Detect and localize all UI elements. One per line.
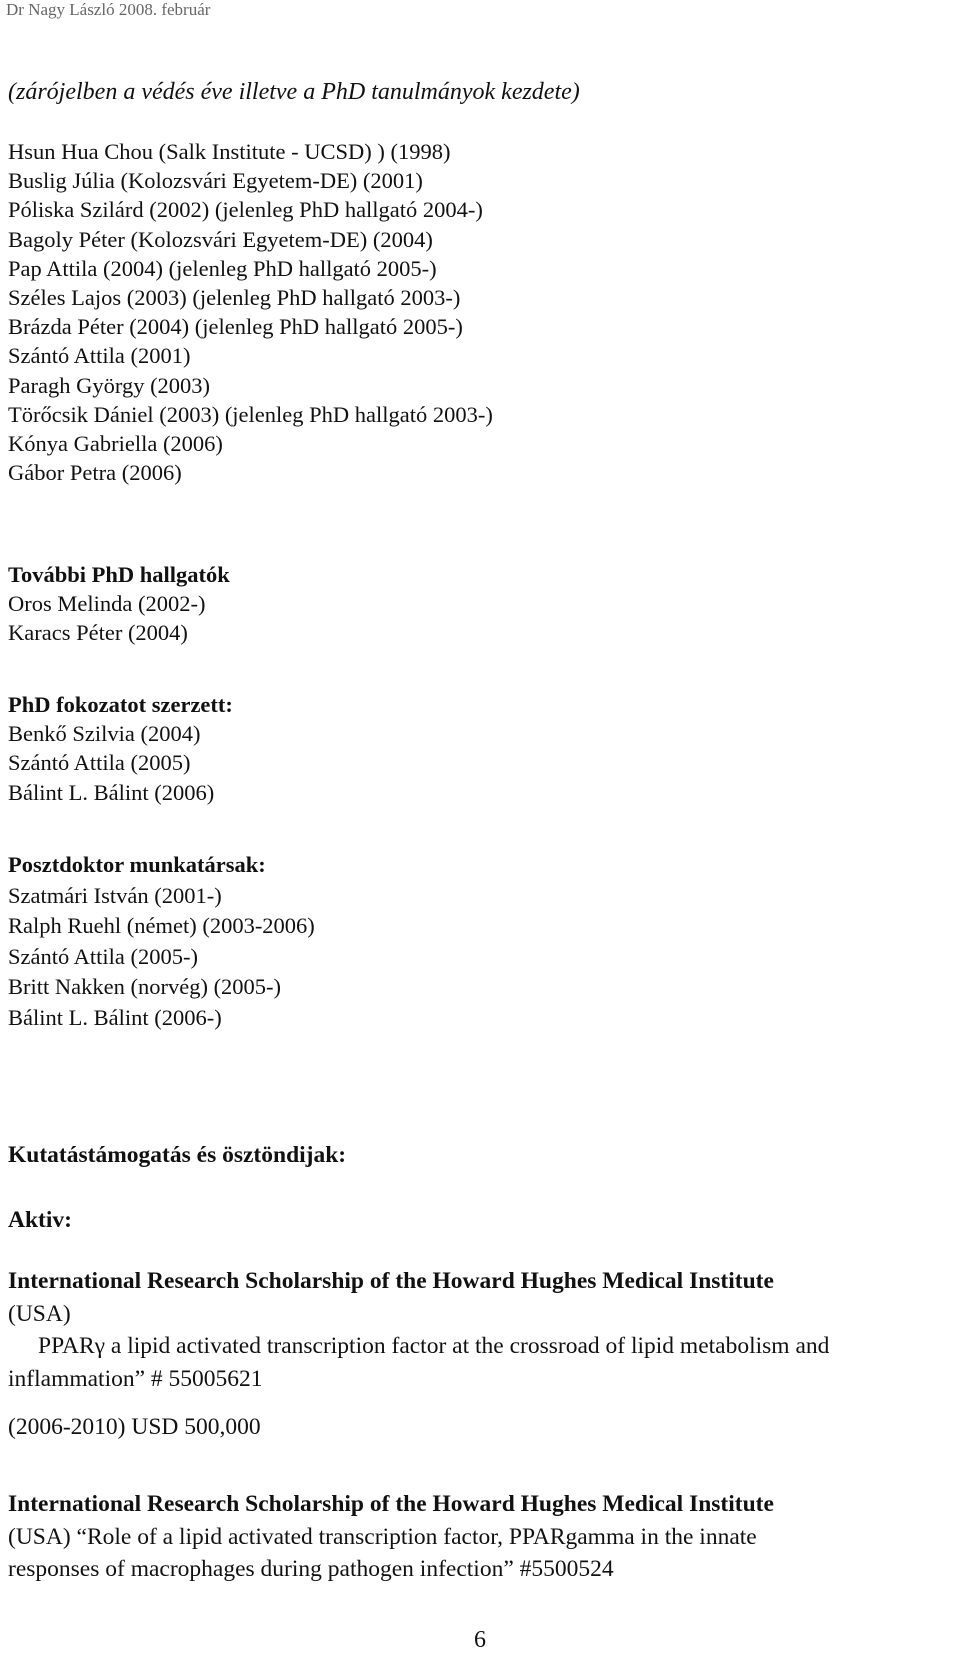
list-item: Szántó Attila (2001): [8, 343, 191, 369]
list-item: Oros Melinda (2002-): [8, 591, 206, 617]
section-heading: További PhD hallgatók: [8, 562, 230, 587]
list-item: Benkő Szilvia (2004): [8, 721, 201, 747]
phd-degree-section: [8, 690, 233, 807]
list-item: Bálint L. Bálint (2006-): [8, 1004, 222, 1030]
grant-2: [8, 1488, 774, 1586]
list-item: Brázda Péter (2004) (jelenleg PhD hallgató 2005-): [8, 314, 463, 340]
intro-note: (zárójelben a védés éve illetve a PhD tanulmányok kezdete): [8, 79, 580, 105]
list-item: Hsun Hua Chou (Salk Institute - UCSD) ) (1998): [8, 139, 451, 164]
list-item: Ralph Ruehl (német) (2003-2006): [8, 913, 315, 938]
list-item: Paragh György (2003): [8, 372, 211, 398]
grant-1-period: (2006-2010) USD 500,000: [8, 1414, 261, 1440]
grant-country: (USA): [8, 1300, 71, 1327]
list-item: Bagoly Péter (Kolozsvári Egyetem-DE) (2004): [8, 226, 433, 252]
funding-heading: Kutatástámogatás és ösztöndijak:: [8, 1142, 347, 1168]
list-item: Törőcsik Dániel (2003) (jelenleg PhD hallgató 2003-): [8, 401, 493, 427]
list-item: Gábor Petra (2006): [8, 460, 182, 486]
grant-description-cont: responses of macrophages during pathogen infection” #5500524: [8, 1556, 614, 1582]
list-item: Buslig Júlia (Kolozsvári Egyetem-DE) (2001): [8, 168, 423, 194]
list-item: Széles Lajos (2003) (jelenleg PhD hallgató 2003-): [8, 285, 461, 311]
section-heading: PhD fokozatot szerzett:: [8, 692, 233, 717]
list-item: Szántó Attila (2005-): [8, 943, 198, 969]
list-item: Kónya Gabriella (2006): [8, 431, 223, 457]
grant-1: [8, 1265, 829, 1395]
postdoc-section: [8, 850, 315, 1033]
list-item: Pap Attila (2004) (jelenleg PhD hallgató 2005-): [8, 255, 437, 281]
grant-description: (USA) “Role of a lipid activated transcription factor, PPARgamma in the innate: [8, 1523, 757, 1550]
grant-title: International Research Scholarship of the Howard Hughes Medical Institute: [8, 1268, 774, 1294]
grant-title: International Research Scholarship of the Howard Hughes Medical Institute: [8, 1491, 774, 1517]
page-header: Dr Nagy László 2008. február: [6, 0, 211, 19]
page-number: 6: [474, 1627, 486, 1653]
list-item: Britt Nakken (norvég) (2005-): [8, 974, 282, 999]
student-list: [8, 137, 493, 487]
section-heading: Posztdoktor munkatársak:: [8, 852, 266, 877]
list-item: Karacs Péter (2004): [8, 620, 188, 646]
further-phd-section: [8, 560, 230, 648]
grant-project-cont: inflammation” # 55005621: [8, 1365, 263, 1392]
list-item: Bálint L. Bálint (2006): [8, 779, 215, 805]
list-item: Szatmári István (2001-): [8, 882, 222, 908]
active-label: Aktiv:: [8, 1207, 72, 1233]
list-item: Szántó Attila (2005): [8, 750, 191, 776]
list-item: Póliska Szilárd (2002) (jelenleg PhD hallgató 2004-): [8, 197, 483, 223]
grant-project: PPARγ a lipid activated transcription factor at the crossroad of lipid metabolism and: [38, 1333, 830, 1359]
